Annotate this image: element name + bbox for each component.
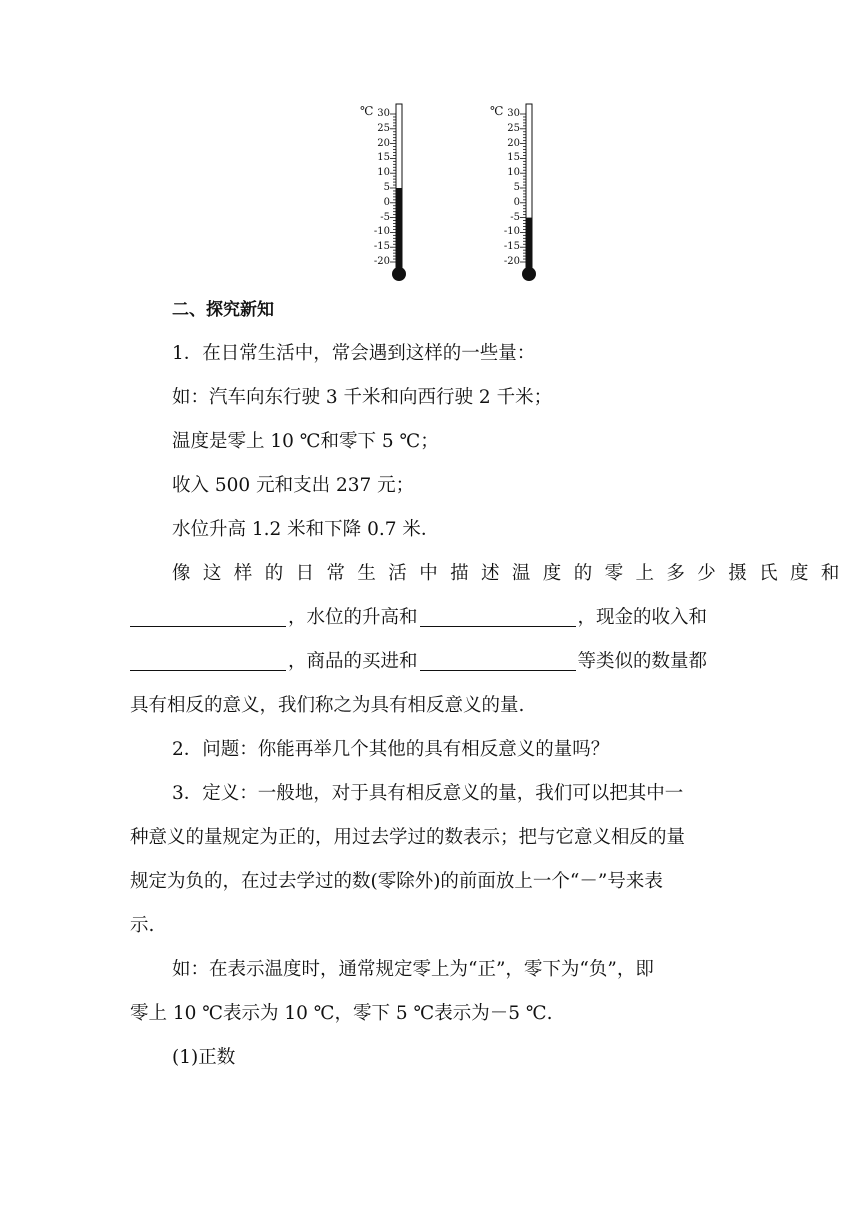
- tick-label: -5: [380, 211, 390, 223]
- thermometer-left: [360, 100, 420, 290]
- tick-label: 15: [377, 152, 390, 164]
- tick-label: 15: [507, 152, 520, 164]
- fill-line-2-mid: ，水位的升高和: [288, 607, 418, 628]
- tick-label: -15: [503, 241, 520, 253]
- example-4: 水位升高 1.2 米和下降 0.7 米．: [172, 519, 440, 540]
- tick-label: 30: [507, 108, 520, 119]
- example-1: 如：汽车向东行驶 3 千米和向西行驶 2 千米；: [172, 387, 553, 408]
- blank-1[interactable]: [130, 604, 286, 627]
- tick-label: 10: [507, 167, 520, 179]
- thermometer-figure: [0, 100, 860, 290]
- thermometer-bulb: [522, 267, 536, 281]
- subsection-positive-numbers: (1)正数: [172, 1047, 236, 1068]
- tick-label: 20: [377, 137, 390, 149]
- fill-line-1-text: 像这样的日常生活中描述温度的零上多少摄氏度和: [172, 563, 852, 584]
- section-title: 二、探究新知: [172, 300, 274, 320]
- thermometer-right: [490, 100, 550, 290]
- thermometer-bulb: [392, 267, 406, 281]
- definition-line-4: 示.: [130, 915, 155, 936]
- fill-line-2: [130, 596, 730, 640]
- example-2: 温度是零上 10 ℃和零下 5 ℃；: [172, 431, 439, 452]
- fill-line-4: 具有相反的意义，我们称之为具有相反意义的量.: [130, 695, 525, 716]
- thermometer-svg: [490, 100, 550, 290]
- question-2: 2．问题：你能再举几个其他的具有相反意义的量吗？: [172, 739, 610, 760]
- blank-3[interactable]: [130, 648, 286, 671]
- tick-label: -15: [373, 241, 390, 253]
- definition-line-1: 3．定义：一般地，对于具有相反意义的量，我们可以把其中一: [172, 783, 684, 804]
- tick-label: -5: [510, 211, 520, 223]
- tick-label: 10: [377, 167, 390, 179]
- mercury-column: [526, 218, 532, 270]
- tick-label: 5: [383, 182, 390, 193]
- definition-line-2: 种意义的量规定为正的，用过去学过的数表示；把与它意义相反的量: [130, 827, 686, 848]
- unit-label: ℃: [490, 104, 504, 118]
- tick-label: 0: [513, 196, 520, 208]
- tick-label: -10: [503, 226, 520, 238]
- fill-line-3-end: 等类似的数量都: [577, 651, 708, 672]
- unit-label: ℃: [360, 104, 374, 118]
- temperature-example-line-1: 如：在表示温度时，通常规定零上为“正”，零下为“负”，即: [172, 959, 654, 980]
- fill-line-3: [130, 640, 730, 684]
- blank-4[interactable]: [420, 648, 576, 671]
- temperature-example-line-2: 零上 10 ℃表示为 10 ℃，零下 5 ℃表示为－5 ℃.: [130, 1003, 553, 1024]
- tick-label: -10: [373, 226, 390, 238]
- paragraph-1: 1．在日常生活中，常会遇到这样的一些量：: [172, 343, 536, 364]
- tick-label: 25: [377, 122, 390, 134]
- definition-line-3: 规定为负的，在过去学过的数(零除外)的前面放上一个“－”号来表: [130, 871, 663, 892]
- thermometer-svg: [360, 100, 420, 290]
- lesson-content: [130, 288, 852, 1080]
- tick-label: 25: [507, 122, 520, 134]
- fill-line-3-mid: ，商品的买进和: [288, 651, 418, 672]
- tick-label: 0: [383, 196, 390, 208]
- tick-label: -20: [373, 256, 390, 267]
- example-3: 收入 500 元和支出 237 元；: [172, 475, 415, 496]
- fill-line-2-end: ，现金的收入和: [577, 607, 708, 628]
- tick-label: 30: [377, 108, 390, 119]
- tick-label: -20: [503, 256, 520, 267]
- blank-2[interactable]: [420, 604, 576, 627]
- tick-label: 5: [513, 182, 520, 193]
- mercury-column: [396, 188, 402, 270]
- fill-line-1: [130, 552, 852, 596]
- tick-label: 20: [507, 137, 520, 149]
